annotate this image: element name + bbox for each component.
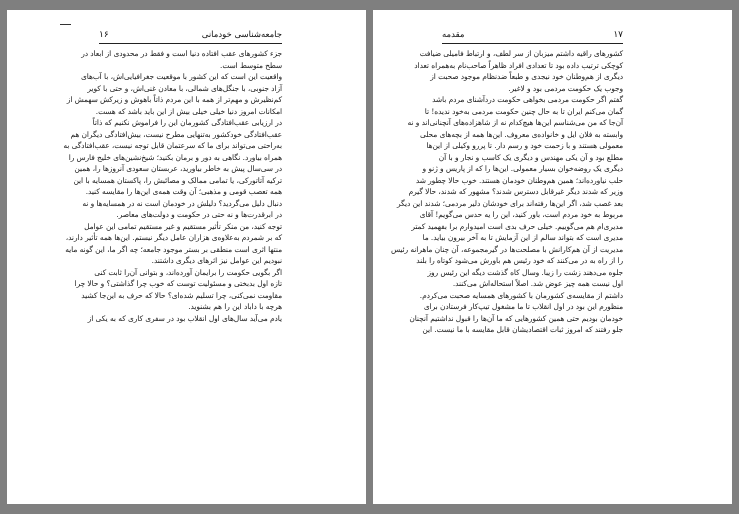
text-line: آن‌جا که من می‌شناسم این‌ها هیچ‌کدام نه از شاهزاده‌های آنچنانی‌اند و نه (407, 118, 623, 127)
paragraph (87, 313, 282, 325)
text-line: که بر شمردم به‌علاوه‌ی هزاران عامل دیگر نیستم. این‌ها همه تأثیر دارند، (65, 233, 282, 242)
paragraph (66, 71, 282, 117)
text-line: توجه کنید، من منکر تأثیر مستقیم و غیر مستقیم تمامی این عوامل (84, 221, 282, 231)
text-line: وابسته به فلان ایل و خانواده‌ی معروف. این‌ها همه از بچه‌های محلی (420, 129, 623, 139)
paragraph (414, 48, 623, 94)
text-line: منظورم این بود در اول انقلاب تا ما مشغول تیپ‌کار فرستادن برای (423, 302, 623, 311)
text-line: اول نیست همه چیز عوض شد. اصلاً استحاله‌اش می‌کنند. (452, 279, 623, 288)
text-line: معمولی هستند و با زحمت خود و رسم دار. تا پررو وکیلی از این‌ها (426, 141, 623, 150)
paragraph (74, 267, 282, 313)
text-line: مربوط به خود مردم است، باور کنید، این را یه حدس می‌گویم! آقای (419, 210, 623, 219)
text-line: منتها اثری است منطقی بر بستر موجود جامعه؛ چه اگر ما، این گونه مایه (65, 244, 282, 254)
text-line: هرچه با داباد این را هم بشنوید. (188, 302, 282, 311)
paragraph (409, 290, 623, 336)
text-line: مدیری‌ام هم می‌گوییم. خیلی حرف بدی است امیدوارم برا بفهمید کمتر (411, 221, 623, 231)
text-line: کوچکی ترتیب داده بود تا تعدادی افراد ظاهراً صاحب‌نام به‌همراه تعداد (414, 60, 623, 70)
text-line: امکانات امروز دنیا خیلی خیلی بیش از این باید باشد که هست. (95, 106, 282, 116)
text-line: عقب‌افتادگی خودکشور به‌تنهایی مطرح نیست، بیش‌افتادگی دیگران هم (70, 129, 282, 139)
page-number: ۱۶ (99, 30, 109, 40)
text-line: تازه اول بدبختی و مسئولیت توست که خوب چرا گذاشتی؟ و حالا چرا (74, 279, 282, 288)
text-line: نبودیم این عوامل نیز اثرهای دیگری داشتند. (151, 256, 282, 265)
right-page-header (442, 28, 623, 42)
corner-mark (60, 24, 71, 25)
text-line: ترکیه آتاتورکی، یا تمامی ممالک و مصائبش را، پاکستان همسایه با این (73, 175, 282, 185)
text-line: جلو رفتند که امروز ثبات اقتصادیشان قابل مقایسه با ما نیست. این (422, 325, 623, 334)
header-rule (99, 43, 282, 44)
left-page-header (99, 28, 282, 42)
text-line: کشورهای راقیه داشتم میزبان از سر لطف، و ارتباط فامیلی ضیافت (419, 49, 623, 58)
text-line: در ارزیابی عقب‌افتادگی کشورمان این را فراموش نکنیم که ذاتاً (92, 118, 282, 127)
text-line: واقعیت این است که این کشور با موقعیت جغرافیایی‌اش، با آب‌های (81, 72, 282, 81)
left-page (7, 10, 366, 504)
paragraph (81, 48, 282, 71)
text-line: دنبال دلیل می‌گردید؟ دلیلش در خودمان است نه در همسایه‌ها و نه (82, 198, 282, 208)
paragraph (65, 221, 282, 267)
running-title: جامعه‌شناسی خودمانی (201, 30, 282, 40)
text-line: همه تعصب قومی و مذهبی؛ آن وقت همه‌ی این‌ها را مقایسه کنید. (85, 187, 282, 196)
text-line: را از راه به در می‌کنند که خود رئیس هم باورش می‌شود کوتاه را بلند (416, 256, 623, 265)
page-number: ۱۷ (613, 30, 623, 40)
text-line: مطلع بود و آن یکی مهندس و دیگری یک کاسب و نجار و با آن (438, 152, 623, 162)
text-line: اگر بگویی حکومت را برایمان آورده‌اند، و بتوانی آن‌را ثابت کنی (94, 267, 282, 277)
paragraph (82, 198, 282, 221)
text-line: وجوب یک حکومت مردمی بود و لاغیر. (508, 83, 623, 93)
text-line: دیگری از هم‌وطنان خود نیجدی و طبعاً ضدنظام موجود صحبت از (430, 72, 623, 81)
text-line: حلب نیاورده‌اند؛ همین هم‌وطنان خودمان هستند. خوب حالا چطور شد (415, 175, 623, 185)
paragraph (63, 117, 282, 198)
text-line: به‌راحتی می‌تواند برای ما که سرعتمان قابل توجه نیست، عقب‌افتادگی به (63, 141, 282, 150)
text-line: جلوه می‌دهند زشت را زیبا. وسال کاه گذشت دیگه این رئیس روز (427, 267, 623, 277)
header-rule (442, 43, 623, 44)
text-line: یادم می‌آید سال‌های اول انقلاب بود در سفری کاری که به یکی از (87, 313, 282, 323)
text-line: مقاومت نمی‌کنی، چرا تسلیم شده‌ای؟ حالا که حرف به این‌جا کشید (81, 290, 282, 300)
running-title: مقدمه (442, 30, 465, 40)
text-line: کم‌نظیرش و مهم‌تر از همه با این مردم ذاتاً باهوش و زیرکش سهمش از (66, 95, 282, 104)
text-line: وزیر که شدند دیگر غیرقابل دسترس شدند؟ مشهور که شدند، حالا گیرم (408, 187, 623, 196)
right-page (373, 10, 732, 504)
left-page-body (63, 48, 282, 324)
text-line: داشتم از مقایسه‌ی کشورمان با کشورهای همسایه صحبت می‌کردم. (419, 290, 623, 300)
text-line: جزء کشورهای عقب افتاده دنیا است و فقط در محدودی از ابعاد در (81, 49, 282, 58)
text-line: گفتم اگر حکومت مردمی بخواهی حکومت دردآشنای مردم باشد (432, 95, 623, 104)
text-line: همراه بیاورد. نگاهی به دور و برمان بکنید؛ شیخ‌نشین‌های خلیج فارس را (68, 152, 282, 162)
text-line: در سی‌سال پیش به خاطر بیاورید، عربستان سعودی آنروزها را، همین (74, 164, 282, 173)
text-line: خودمان بودیم حتی همین کشورهایی که ما آن‌ها را قبول نداشتیم آنچنان (409, 313, 623, 323)
paragraph (390, 94, 623, 290)
text-line: بعد غصب شد، اگر این‌ها رفته‌اند برای خودشان دلیر مردمی؛ شدند این دیگر (396, 198, 623, 208)
text-line: آزاد جنوبی، با جنگل‌های شمالی، با معادن غنی‌اش، و حتی با کویر (87, 83, 282, 93)
right-page-body (390, 48, 623, 336)
text-line: سطح متوسط است. (220, 60, 282, 70)
text-line: در ابرقدرت‌ها و نه حتی در حکومت و دولت‌های معاصر. (116, 210, 282, 219)
text-line: مدیریت از آن هم‌کارانش با مصلحت‌ها در گیرمجموعه، آن چنان ماهرانه رئیس (390, 244, 623, 254)
text-line: دیگری یک روضه‌خوان بسیار معمولی. این‌ها را که از پاریس و ژنو و (422, 164, 623, 173)
text-line: گمان می‌کنم ایران تا به حال چنین حکومت مردمی به‌خود ندیده! تا (424, 106, 623, 116)
text-line: مدیری است که بتواند سالم از این آزمایش تا به آخر بیرون بیاید. ما (422, 233, 623, 242)
